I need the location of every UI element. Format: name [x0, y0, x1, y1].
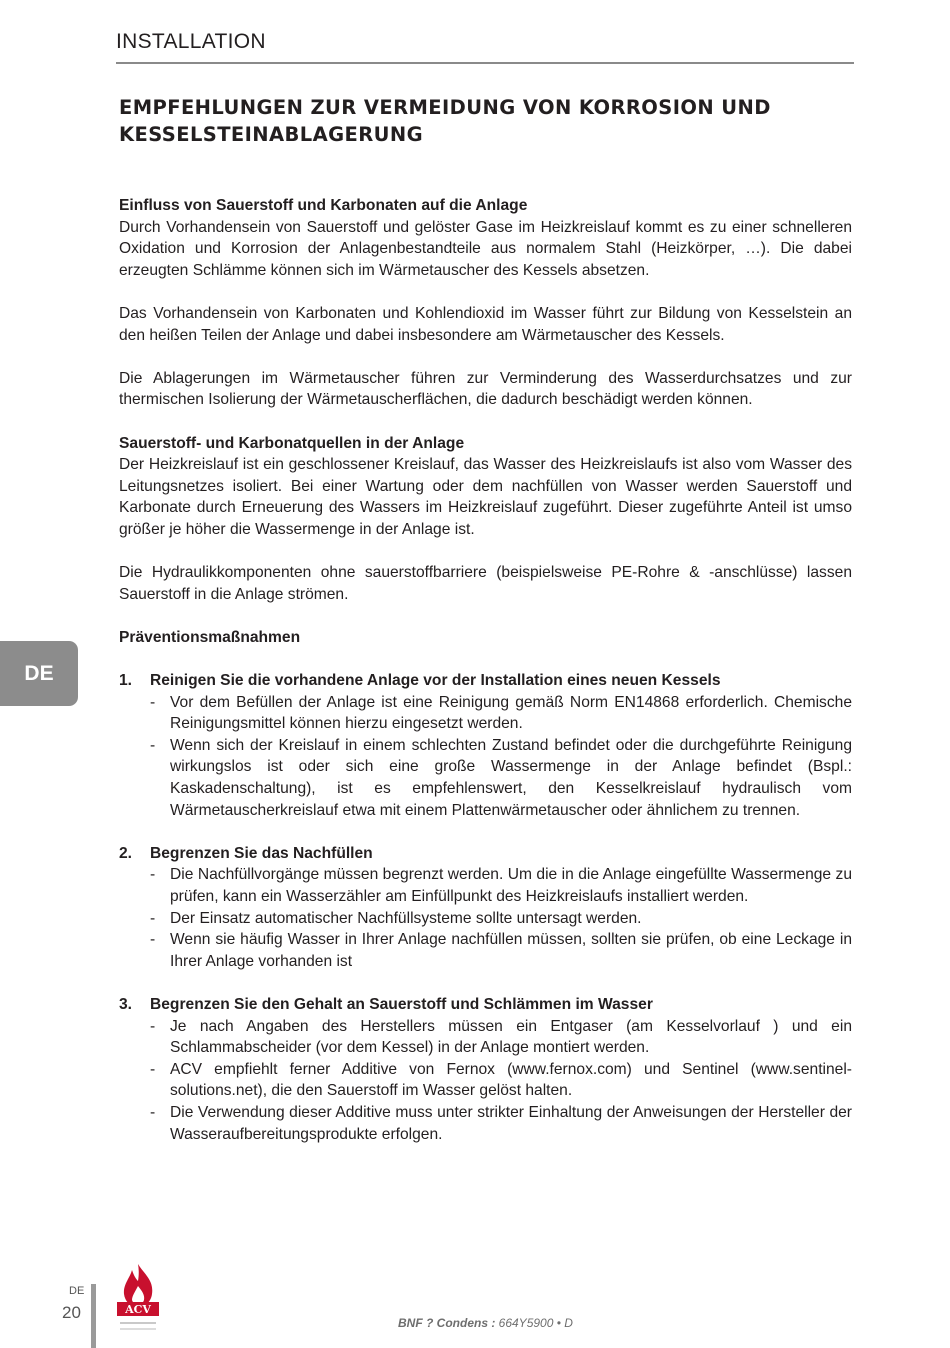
language-tab — [0, 641, 78, 706]
list-item-text: Wenn sich der Kreislauf in einem schlechten Zustand befindet oder die durchgeführte Reinigung wirkungslos ist oder sich eine große Wassermenge in der Anlage befindet (Bspl.: Kaskadenschaltung), ist es empfehlenswert, den Kesselkreislauf hydraulisch vom Wärmetauscherkreislauf etwa mit einem Plattenwärmetauscher oder ähnlichem zu trennen. — [170, 736, 852, 819]
step-title: Reinigen Sie die vorhandene Anlage vor der Installation eines neuen Kessels — [150, 672, 721, 690]
bullet-dash: - — [150, 1017, 156, 1035]
bullet-dash: - — [150, 1103, 156, 1121]
list-item — [150, 735, 852, 821]
list-item-text: ACV empfiehlt ferner Additive von Fernox (www.fernox.com) und Sentinel (www.sentinel-solutions.net), die den Sauerstoff im Wasser gelöst halten. — [170, 1060, 852, 1100]
paragraph: Der Heizkreislauf ist ein geschlossener Kreislauf, das Wasser des Heizkreislaufs ist also vom Wasser des Leitungsnetzes isoliert. Bei einer Wartung oder dem nachfüllen von Wasser werden Sauerstoff und Karbonate durch Erneuerung des Wassers im Heizkreislauf zugeführt. Dieser zugeführte Anteil ist umso größer je höher die Wassermenge in der Anlage ist. — [119, 456, 852, 538]
paragraph: Das Vorhandensein von Karbonaten und Kohlendioxid im Wasser führt zur Bildung von Kesselstein an den heißen Teilen der Anlage und dabei insbesondere am Wärmetauscher des Kessels. — [119, 304, 852, 344]
list-item-text: Die Nachfüllvorgänge müssen begrenzt werden. Um die in die Anlage eingefüllte Wassermenge zu prüfen, kann ein Wasserzähler am Einfüllpunkt des Heizkreislaufs installiert werden. — [170, 866, 852, 905]
bullet-dash: - — [150, 909, 156, 927]
document-reference — [398, 1316, 573, 1330]
list-item-text: Die Verwendung dieser Additive muss unter strikter Einhaltung der Anweisungen der Hersteller der Wasseraufbereitungsprodukte erfolgen. — [170, 1103, 852, 1143]
section-heading-sources: Sauerstoff- und Karbonatquellen in der Anlage — [119, 434, 465, 452]
logo-text: ACV — [125, 1303, 151, 1316]
list-item-text: Wenn sie häufig Wasser in Ihrer Anlage nachfüllen müssen, sollten sie prüfen, ob eine Leckage in Ihrer Anlage vorhanden ist — [170, 931, 852, 970]
section-heading-influence: Einfluss von Sauerstoff und Karbonaten auf die Anlage — [119, 197, 528, 214]
product-name: BNF ? Condens : — [398, 1316, 496, 1330]
list-item — [150, 1059, 852, 1102]
footer-divider — [91, 1284, 96, 1348]
bullet-dash: - — [150, 866, 156, 884]
list-item — [150, 1102, 852, 1145]
list-item-text: Der Einsatz automatischer Nachfüllsysteme sollte untersagt werden. — [170, 909, 642, 927]
step-item — [119, 994, 852, 1145]
bullet-dash: - — [150, 693, 156, 711]
page-number: 20 — [62, 1303, 81, 1322]
list-item-text: Je nach Angaben des Herstellers müssen ein Entgaser (am Kesselvorlauf ) und ein Schlammabscheider (vor dem Kessel) in der Anlage montiert werden. — [170, 1017, 852, 1057]
bullet-dash: - — [150, 931, 156, 949]
footer-language: DE — [69, 1285, 85, 1297]
step-number: 3. — [119, 995, 133, 1013]
list-item — [150, 1016, 852, 1059]
acv-flame-logo-icon — [114, 1262, 162, 1348]
list-item — [150, 864, 852, 907]
document-body — [119, 195, 852, 1145]
header-divider — [116, 62, 854, 64]
bullet-dash: - — [150, 1060, 156, 1078]
prevention-steps — [119, 670, 852, 1145]
language-tab-label: DE — [24, 661, 54, 685]
step-title: Begrenzen Sie das Nachfüllen — [150, 844, 373, 862]
paragraph: Durch Vorhandensein von Sauerstoff und gelöster Gase im Heizkreislauf kommt es zu einer schnelleren Oxidation und Korrosion der Anlagenbestandteile aus normalem Stahl (Heizkörper, …). Die dabei erzeugten Schlämme können sich im Wärmetauscher des Kessels absetzen. — [119, 218, 852, 279]
list-item — [150, 692, 852, 735]
section-heading-prevention: Präventionsmaßnahmen — [119, 628, 301, 646]
page-title: EMPFEHLUNGEN ZUR VERMEIDUNG VON KORROSION UND KESSELSTEINABLAGERUNG — [119, 96, 771, 146]
step-item — [119, 843, 852, 973]
step-number: 1. — [119, 672, 133, 690]
document-code: 664Y5900 • D — [495, 1316, 573, 1330]
paragraph: Die Hydraulikkomponenten ohne sauerstoffbarriere (beispielsweise PE-Rohre & -anschlüsse) lassen Sauerstoff in die Anlage strömen. — [119, 564, 852, 603]
list-item — [150, 908, 852, 930]
list-item-text: Vor dem Befüllen der Anlage ist eine Reinigung gemäß Norm EN14868 erforderlich. Chemische Reinigungsmittel können hierzu eingesetzt werden. — [170, 693, 852, 733]
paragraph: Die Ablagerungen im Wärmetauscher führen zur Verminderung des Wasserdurchsatzes und zur thermischen Isolierung der Wärmetauscherflächen, die dadurch beschädigt werden können. — [119, 369, 852, 409]
step-item — [119, 670, 852, 821]
step-title: Begrenzen Sie den Gehalt an Sauerstoff und Schlämmen im Wasser — [150, 995, 653, 1013]
bullet-dash: - — [150, 736, 156, 754]
header-title: INSTALLATION — [116, 30, 266, 53]
step-number: 2. — [119, 844, 133, 862]
list-item — [150, 929, 852, 972]
